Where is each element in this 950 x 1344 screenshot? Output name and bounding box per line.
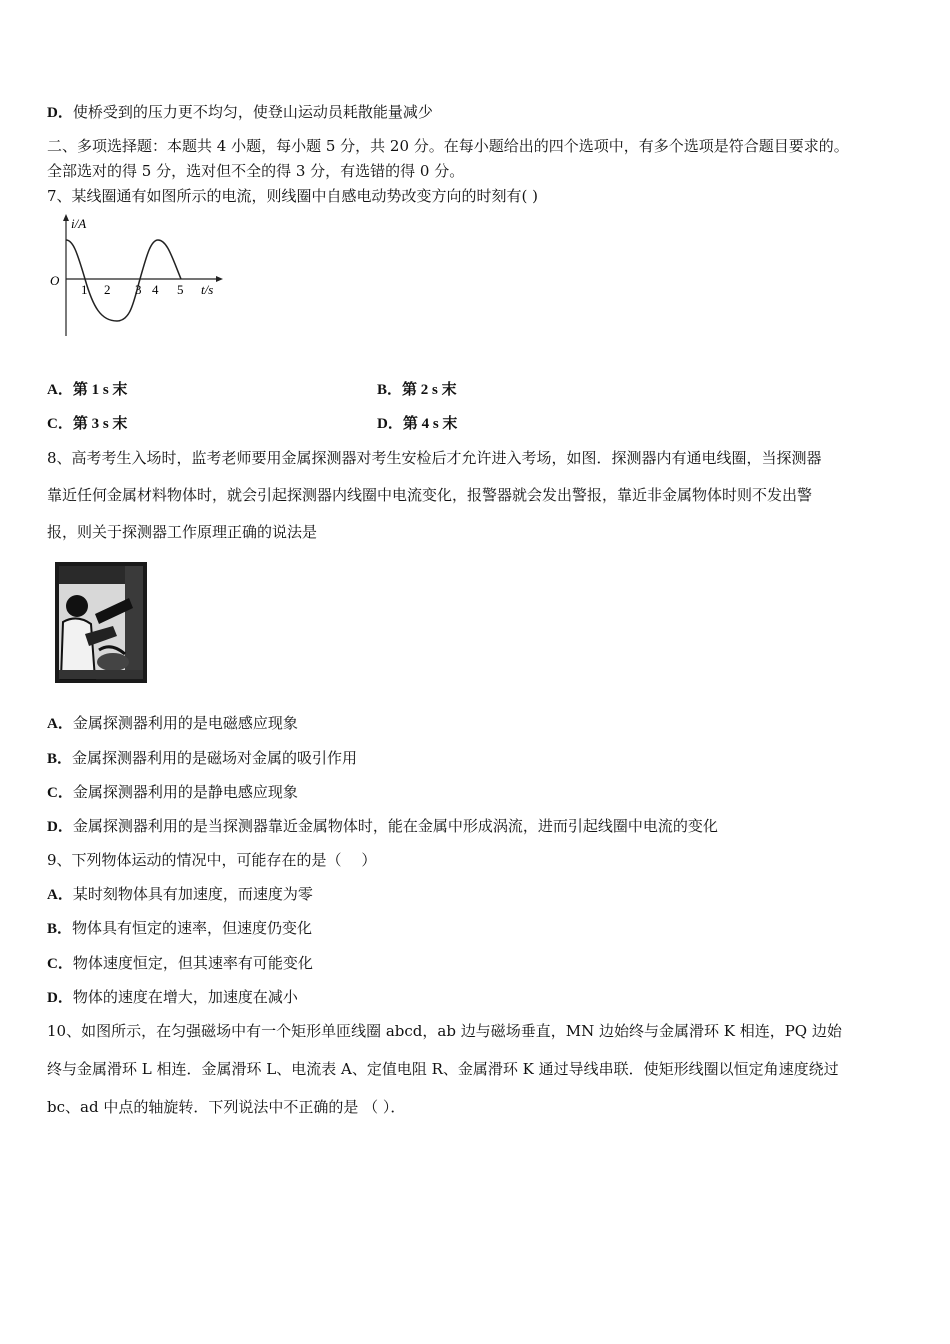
q8-stem-line1: 8、高考考生入场时，监考老师要用金属探测器对考生安检后才允许进入考场，如图．探测器内有通电线圈，当探测器 bbox=[47, 449, 822, 467]
q9-option-d bbox=[47, 987, 298, 1008]
option-label: D． bbox=[377, 416, 403, 432]
origin-label: O bbox=[50, 273, 60, 288]
q8-option-b bbox=[47, 748, 357, 769]
q8-option-d bbox=[47, 816, 718, 837]
option-text: 物体具有恒定的速率，但速度仍变化 bbox=[72, 919, 313, 937]
q7-option-c bbox=[47, 413, 127, 434]
option-text: 金属探测器利用的是当探测器靠近金属物体时，能在金属中形成涡流，进而引起线圈中电流的变化 bbox=[72, 817, 718, 835]
option-label: C． bbox=[47, 956, 73, 972]
q9-option-c bbox=[47, 953, 313, 974]
q10-stem-line2: 终与金属滑环 L 相连．金属滑环 L、电流表 A、定值电阻 R、金属滑环 K 通过导线串联．使矩形线圈以恒定角速度绕过 bbox=[47, 1060, 839, 1078]
prev-option-d bbox=[47, 102, 433, 123]
option-label: A． bbox=[47, 382, 73, 398]
tick-label-5: 5 bbox=[177, 282, 184, 297]
option-text: 第 3 s 末 bbox=[72, 416, 128, 432]
q7-option-d bbox=[377, 413, 457, 434]
q8-stem-line2: 靠近任何金属材料物体时，就会引起探测器内线圈中电流变化，报警器就会发出警报，靠近非金属物体时则不发出警 bbox=[47, 486, 813, 504]
current-time-graph bbox=[47, 212, 227, 340]
q9-option-b bbox=[47, 918, 312, 939]
option-label: D． bbox=[47, 990, 73, 1006]
tick-label-2: 2 bbox=[104, 282, 111, 297]
q10-stem-line1: 10、如图所示，在匀强磁场中有一个矩形单匝线圈 abcd，ab 边与磁场垂直，MN 边始终与金属滑环 K 相连，PQ 边始 bbox=[47, 1022, 842, 1040]
metal-detector-photo bbox=[55, 562, 147, 683]
option-label: A． bbox=[47, 887, 73, 903]
section-header-line1: 二、多项选择题：本题共 4 小题，每小题 5 分，共 20 分。在每小题给出的四个选项中，有多个选项是符合题目要求的。 bbox=[47, 137, 849, 155]
option-text: 某时刻物体具有加速度，而速度为零 bbox=[72, 885, 313, 903]
option-label: D． bbox=[47, 105, 73, 121]
q7-option-a bbox=[47, 379, 127, 400]
tick-label-4: 4 bbox=[152, 282, 159, 297]
tick-label-1: 1 bbox=[81, 282, 88, 297]
q10-stem-line3: bc、ad 中点的轴旋转．下列说法中不正确的是 （ ）． bbox=[47, 1098, 406, 1116]
option-text: 物体的速度在增大，加速度在减小 bbox=[72, 988, 298, 1006]
q8-option-c bbox=[47, 782, 298, 803]
option-label: B． bbox=[47, 921, 73, 937]
option-label: C． bbox=[47, 416, 73, 432]
q8-stem-line3: 报，则关于探测器工作原理正确的说法是 bbox=[47, 523, 318, 541]
current-curve bbox=[66, 240, 181, 321]
option-label: B． bbox=[47, 751, 73, 767]
option-text: 金属探测器利用的是电磁感应现象 bbox=[72, 714, 298, 732]
option-label: A． bbox=[47, 716, 73, 732]
option-text: 使桥受到的压力更不均匀，使登山运动员耗散能量减少 bbox=[72, 103, 433, 121]
option-text: 金属探测器利用的是静电感应现象 bbox=[72, 783, 298, 801]
q9-stem: 9、下列物体运动的情况中，可能存在的是（ ） bbox=[47, 851, 377, 869]
option-text: 第 2 s 末 bbox=[402, 382, 457, 398]
q7-option-b bbox=[377, 379, 457, 400]
option-text: 物体速度恒定，但其速率有可能变化 bbox=[72, 954, 313, 972]
q9-option-a bbox=[47, 884, 313, 905]
x-axis-label: t/s bbox=[201, 282, 214, 297]
option-text: 第 1 s 末 bbox=[72, 382, 128, 398]
tick-label-3: 3 bbox=[135, 282, 142, 297]
option-label: B． bbox=[377, 382, 403, 398]
q8-option-a bbox=[47, 713, 298, 734]
y-axis-label: i/A bbox=[71, 216, 87, 231]
option-label: C． bbox=[47, 785, 73, 801]
option-text: 第 4 s 末 bbox=[402, 416, 458, 432]
option-text: 金属探测器利用的是磁场对金属的吸引作用 bbox=[72, 749, 358, 767]
q7-stem: 7、某线圈通有如图所示的电流，则线圈中自感电动势改变方向的时刻有( ) bbox=[47, 187, 539, 205]
section-header-line2: 全部选对的得 5 分，选对但不全的得 3 分，有选错的得 0 分。 bbox=[47, 162, 465, 180]
y-axis-arrow-icon bbox=[63, 214, 69, 221]
x-axis-arrow-icon bbox=[216, 276, 223, 282]
option-label: D． bbox=[47, 819, 73, 835]
